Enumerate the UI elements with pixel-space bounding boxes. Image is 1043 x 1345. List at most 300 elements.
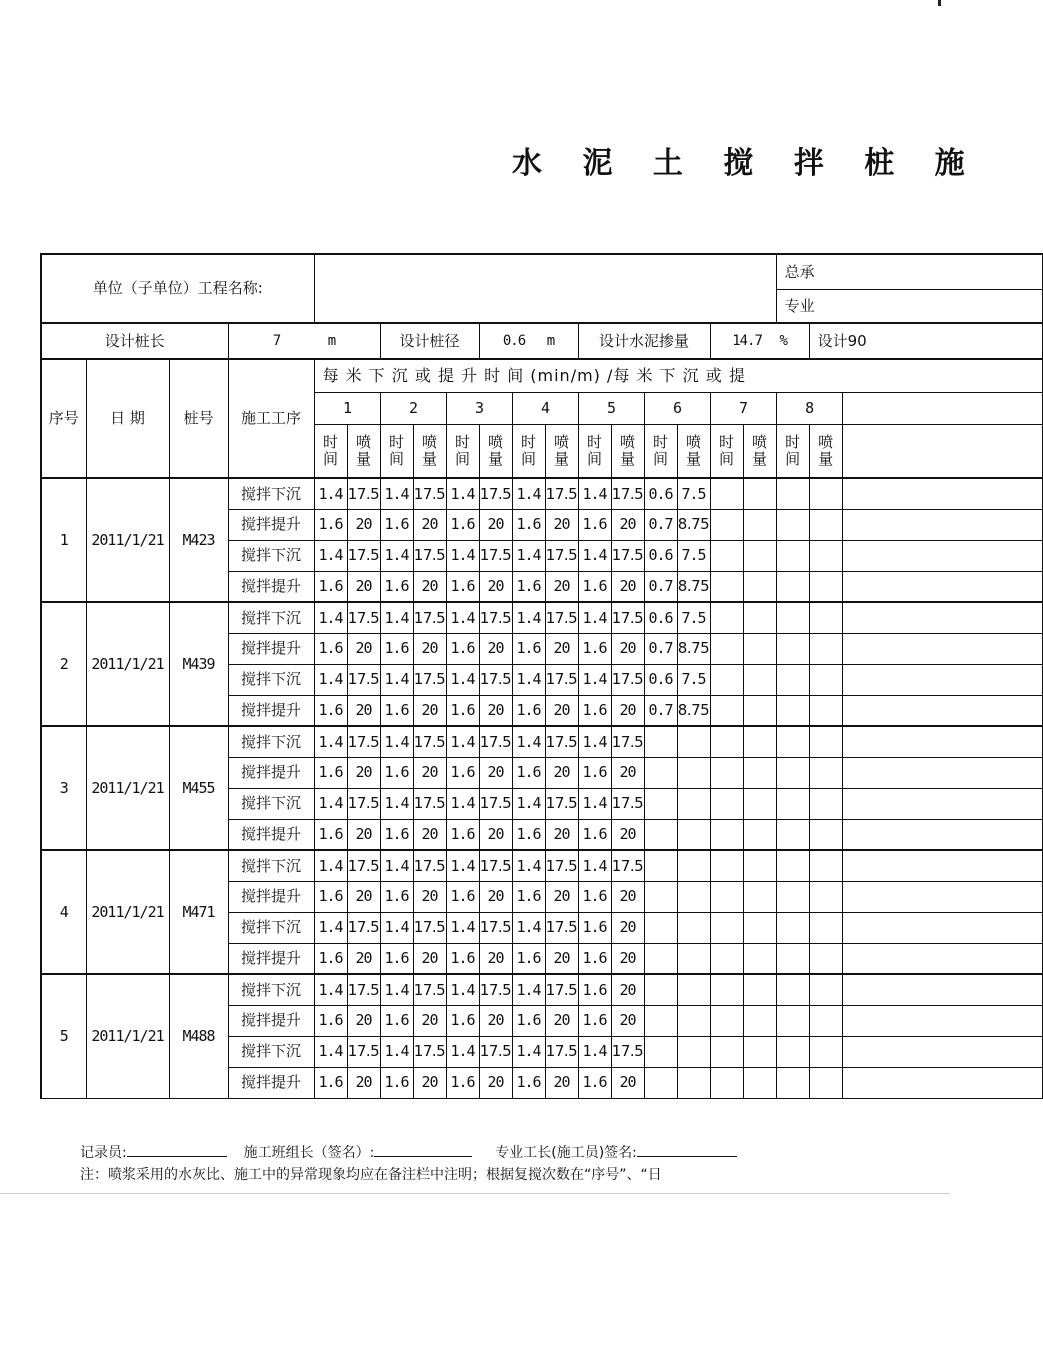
spray-amount-cell: 17.5 bbox=[545, 850, 578, 881]
process-cell: 搅拌下沉 bbox=[228, 664, 314, 695]
spray-amount-cell bbox=[743, 850, 776, 881]
spray-amount-cell: 17.5 bbox=[413, 602, 446, 633]
time-cell bbox=[776, 695, 809, 726]
time-subheader-top: 时 bbox=[586, 433, 602, 452]
col-pile-no: 桩号 bbox=[169, 359, 228, 478]
foreman-blank[interactable] bbox=[637, 1144, 737, 1157]
time-cell: 1.6 bbox=[314, 509, 347, 540]
row-extra-cell bbox=[842, 571, 1042, 602]
time-cell: 1.6 bbox=[446, 819, 479, 850]
time-cell bbox=[776, 850, 809, 881]
page-title: 水 泥 土 搅 拌 桩 施 bbox=[512, 146, 980, 181]
time-cell: 1.6 bbox=[512, 509, 545, 540]
spray-amount-cell: 17.5 bbox=[611, 850, 644, 881]
row-extra-cell bbox=[842, 726, 1042, 757]
pile-diameter-unit: m bbox=[546, 333, 555, 350]
time-cell bbox=[644, 912, 677, 943]
time-subheader-bottom: 间 bbox=[520, 449, 536, 468]
spray-amount-cell: 20 bbox=[545, 757, 578, 788]
time-cell: 1.6 bbox=[314, 633, 347, 664]
time-cell: 1.6 bbox=[512, 943, 545, 974]
time-cell bbox=[710, 788, 743, 819]
construction-record-sheet bbox=[40, 253, 867, 1106]
spray-subheader bbox=[545, 424, 578, 478]
spray-amount-cell: 20 bbox=[479, 757, 512, 788]
recorder-blank[interactable] bbox=[127, 1144, 227, 1157]
spray-amount-cell: 17.5 bbox=[545, 1036, 578, 1067]
time-cell bbox=[710, 1067, 743, 1098]
spray-amount-cell: 20 bbox=[347, 633, 380, 664]
process-cell: 搅拌提升 bbox=[228, 881, 314, 912]
cement-content-value: 14.7 bbox=[732, 333, 762, 350]
time-cell bbox=[710, 695, 743, 726]
time-cell bbox=[710, 633, 743, 664]
time-cell bbox=[710, 819, 743, 850]
time-subheader-bottom: 间 bbox=[454, 449, 470, 468]
time-cell bbox=[776, 602, 809, 633]
spray-amount-cell: 17.5 bbox=[347, 478, 380, 509]
spray-subheader bbox=[677, 424, 710, 478]
spray-amount-cell: 17.5 bbox=[413, 788, 446, 819]
spray-amount-cell: 17.5 bbox=[545, 726, 578, 757]
time-cell: 1.4 bbox=[380, 912, 413, 943]
time-cell: 1.4 bbox=[446, 726, 479, 757]
time-subheader-bottom: 间 bbox=[652, 449, 668, 468]
design-cement-content bbox=[710, 323, 809, 359]
process-cell: 搅拌提升 bbox=[228, 571, 314, 602]
table-row bbox=[41, 974, 1042, 1005]
spray-subheader bbox=[479, 424, 512, 478]
spray-amount-cell bbox=[743, 664, 776, 695]
row-extra-cell bbox=[842, 695, 1042, 726]
row-extra-cell bbox=[842, 819, 1042, 850]
spray-amount-cell: 20 bbox=[479, 509, 512, 540]
spray-amount-cell: 17.5 bbox=[545, 974, 578, 1005]
cement-content-unit: % bbox=[779, 333, 787, 350]
time-cell bbox=[710, 757, 743, 788]
per-meter-header: 每 米 下 沉 或 提 升 时 间 (min/m) /每 米 下 沉 或 提 bbox=[314, 359, 1042, 392]
time-cell: 1.4 bbox=[578, 664, 611, 695]
time-cell: 1.6 bbox=[578, 819, 611, 850]
spray-subheader-top: 喷 bbox=[487, 433, 503, 452]
spray-amount-cell bbox=[677, 1036, 710, 1067]
time-cell bbox=[776, 726, 809, 757]
seq-cell: 4 bbox=[41, 850, 86, 974]
time-cell bbox=[776, 509, 809, 540]
spray-amount-cell: 20 bbox=[545, 509, 578, 540]
process-cell: 搅拌提升 bbox=[228, 1005, 314, 1036]
spray-amount-cell bbox=[743, 943, 776, 974]
pile-diameter-value: 0.6 bbox=[502, 333, 526, 350]
date-cell: 2011/1/21 bbox=[86, 478, 169, 602]
pile-no-cell: M471 bbox=[169, 850, 228, 974]
time-cell: 1.6 bbox=[512, 1005, 545, 1036]
spray-amount-cell: 20 bbox=[347, 1005, 380, 1036]
spray-amount-cell: 20 bbox=[479, 819, 512, 850]
spray-amount-cell: 20 bbox=[545, 819, 578, 850]
spray-amount-cell bbox=[743, 1067, 776, 1098]
spray-amount-cell bbox=[743, 788, 776, 819]
time-subheader bbox=[314, 424, 347, 478]
spray-amount-cell: 17.5 bbox=[479, 912, 512, 943]
time-cell: 1.4 bbox=[512, 602, 545, 633]
spray-amount-cell: 7.5 bbox=[677, 540, 710, 571]
segment-header: 7 bbox=[710, 392, 776, 424]
time-subheader bbox=[512, 424, 545, 478]
spray-subheader-bottom: 量 bbox=[619, 449, 635, 468]
time-cell: 1.4 bbox=[314, 912, 347, 943]
spray-amount-cell bbox=[809, 478, 842, 509]
time-cell bbox=[776, 881, 809, 912]
time-cell bbox=[644, 1005, 677, 1036]
pile-no-cell: M423 bbox=[169, 478, 228, 602]
time-cell: 1.6 bbox=[446, 1067, 479, 1098]
spray-amount-cell: 17.5 bbox=[545, 664, 578, 695]
time-cell: 1.4 bbox=[446, 850, 479, 881]
time-cell: 1.6 bbox=[446, 881, 479, 912]
time-subheader bbox=[446, 424, 479, 478]
spray-amount-cell bbox=[809, 757, 842, 788]
spray-amount-cell: 20 bbox=[347, 509, 380, 540]
spray-amount-cell bbox=[743, 478, 776, 509]
spray-amount-cell: 17.5 bbox=[413, 540, 446, 571]
time-cell: 1.4 bbox=[446, 912, 479, 943]
spray-amount-cell: 7.5 bbox=[677, 664, 710, 695]
time-cell bbox=[710, 478, 743, 509]
spray-amount-cell bbox=[809, 974, 842, 1005]
time-cell: 1.4 bbox=[512, 912, 545, 943]
spray-amount-cell bbox=[743, 633, 776, 664]
time-cell: 1.4 bbox=[314, 850, 347, 881]
spray-amount-cell bbox=[677, 819, 710, 850]
spray-amount-cell: 20 bbox=[545, 571, 578, 602]
spray-amount-cell: 17.5 bbox=[479, 850, 512, 881]
time-cell: 0.6 bbox=[644, 664, 677, 695]
spray-amount-cell: 20 bbox=[545, 1067, 578, 1098]
segment-header: 2 bbox=[380, 392, 446, 424]
table-row bbox=[41, 602, 1042, 633]
spray-amount-cell: 20 bbox=[413, 1005, 446, 1036]
time-cell: 0.7 bbox=[644, 695, 677, 726]
spray-amount-cell: 8.75 bbox=[677, 695, 710, 726]
process-cell: 搅拌提升 bbox=[228, 1067, 314, 1098]
spray-amount-cell bbox=[809, 540, 842, 571]
seq-cell: 2 bbox=[41, 602, 86, 726]
time-cell bbox=[776, 819, 809, 850]
time-cell: 1.6 bbox=[578, 571, 611, 602]
spray-amount-cell: 20 bbox=[347, 757, 380, 788]
time-cell: 1.6 bbox=[446, 633, 479, 664]
time-cell bbox=[644, 974, 677, 1005]
time-cell: 1.6 bbox=[446, 1005, 479, 1036]
spray-amount-cell bbox=[677, 881, 710, 912]
segment-header: 4 bbox=[512, 392, 578, 424]
spray-amount-cell: 17.5 bbox=[479, 974, 512, 1005]
design-pile-diameter bbox=[479, 323, 578, 359]
time-cell bbox=[710, 912, 743, 943]
spray-amount-cell: 7.5 bbox=[677, 478, 710, 509]
spray-amount-cell: 17.5 bbox=[413, 974, 446, 1005]
spray-subheader-bottom: 量 bbox=[553, 449, 569, 468]
spray-amount-cell bbox=[809, 1005, 842, 1036]
pile-length-unit: m bbox=[327, 333, 336, 350]
time-cell: 1.4 bbox=[314, 540, 347, 571]
time-cell bbox=[710, 571, 743, 602]
date-cell: 2011/1/21 bbox=[86, 850, 169, 974]
time-cell bbox=[710, 664, 743, 695]
spray-amount-cell: 20 bbox=[413, 571, 446, 602]
spray-amount-cell: 20 bbox=[545, 695, 578, 726]
time-cell: 1.4 bbox=[512, 478, 545, 509]
process-cell: 搅拌提升 bbox=[228, 695, 314, 726]
spray-amount-cell: 20 bbox=[611, 757, 644, 788]
time-cell: 1.6 bbox=[380, 757, 413, 788]
spray-amount-cell: 20 bbox=[347, 571, 380, 602]
time-cell: 1.4 bbox=[578, 726, 611, 757]
spray-amount-cell: 17.5 bbox=[347, 664, 380, 695]
design-pile-length-label: 设计桩长 bbox=[41, 323, 228, 359]
time-cell bbox=[776, 1067, 809, 1098]
time-cell: 1.4 bbox=[578, 1036, 611, 1067]
spray-amount-cell: 20 bbox=[545, 943, 578, 974]
row-extra-cell bbox=[842, 881, 1042, 912]
row-extra-cell bbox=[842, 943, 1042, 974]
time-cell: 1.6 bbox=[314, 571, 347, 602]
time-subheader-bottom: 间 bbox=[586, 449, 602, 468]
spray-amount-cell: 20 bbox=[347, 695, 380, 726]
time-cell: 1.6 bbox=[512, 819, 545, 850]
time-subheader bbox=[380, 424, 413, 478]
spray-amount-cell: 20 bbox=[413, 1067, 446, 1098]
time-cell: 1.6 bbox=[578, 881, 611, 912]
spray-amount-cell bbox=[677, 788, 710, 819]
record-table bbox=[40, 253, 1043, 1099]
time-cell: 1.6 bbox=[578, 974, 611, 1005]
spray-amount-cell: 7.5 bbox=[677, 602, 710, 633]
time-subheader-bottom: 间 bbox=[718, 449, 734, 468]
spray-amount-cell: 17.5 bbox=[479, 1036, 512, 1067]
time-cell bbox=[776, 788, 809, 819]
process-cell: 搅拌提升 bbox=[228, 633, 314, 664]
time-cell: 1.6 bbox=[380, 1005, 413, 1036]
spray-amount-cell: 20 bbox=[413, 695, 446, 726]
process-cell: 搅拌提升 bbox=[228, 819, 314, 850]
spray-amount-cell: 17.5 bbox=[611, 788, 644, 819]
time-cell: 1.4 bbox=[380, 974, 413, 1005]
specialty-contractor-label: 专业 bbox=[776, 289, 1042, 323]
row-extra-cell bbox=[842, 509, 1042, 540]
spray-amount-cell bbox=[743, 602, 776, 633]
time-cell: 1.4 bbox=[512, 1036, 545, 1067]
time-subheader bbox=[644, 424, 677, 478]
spray-amount-cell: 17.5 bbox=[347, 726, 380, 757]
spray-amount-cell: 20 bbox=[413, 757, 446, 788]
spray-amount-cell bbox=[743, 571, 776, 602]
spray-amount-cell: 17.5 bbox=[347, 850, 380, 881]
time-subheader bbox=[578, 424, 611, 478]
spray-amount-cell: 17.5 bbox=[413, 664, 446, 695]
spray-amount-cell bbox=[809, 633, 842, 664]
time-subheader-top: 时 bbox=[388, 433, 404, 452]
spray-amount-cell: 17.5 bbox=[413, 726, 446, 757]
time-cell: 1.6 bbox=[380, 1067, 413, 1098]
spray-amount-cell bbox=[809, 695, 842, 726]
process-cell: 搅拌提升 bbox=[228, 509, 314, 540]
time-cell: 1.4 bbox=[512, 664, 545, 695]
general-contractor-label: 总承 bbox=[776, 254, 1042, 289]
row-extra-cell bbox=[842, 850, 1042, 881]
time-subheader-bottom: 间 bbox=[785, 449, 801, 468]
spray-amount-cell: 20 bbox=[347, 1067, 380, 1098]
spray-subheader-bottom: 量 bbox=[752, 449, 768, 468]
time-subheader-top: 时 bbox=[520, 433, 536, 452]
spray-subheader-top: 喷 bbox=[553, 433, 569, 452]
row-extra-cell bbox=[842, 912, 1042, 943]
spray-amount-cell: 17.5 bbox=[479, 602, 512, 633]
time-cell bbox=[710, 540, 743, 571]
spray-subheader-top: 喷 bbox=[619, 433, 635, 452]
time-cell bbox=[776, 571, 809, 602]
spray-amount-cell bbox=[743, 695, 776, 726]
time-cell: 1.4 bbox=[578, 478, 611, 509]
spray-amount-cell: 20 bbox=[347, 881, 380, 912]
process-cell: 搅拌下沉 bbox=[228, 726, 314, 757]
spray-amount-cell bbox=[743, 726, 776, 757]
time-cell: 1.4 bbox=[314, 974, 347, 1005]
time-cell: 1.4 bbox=[314, 478, 347, 509]
spray-amount-cell: 17.5 bbox=[611, 478, 644, 509]
time-cell: 1.6 bbox=[380, 881, 413, 912]
segment-header: 6 bbox=[644, 392, 710, 424]
spray-amount-cell: 20 bbox=[611, 695, 644, 726]
time-cell bbox=[644, 757, 677, 788]
time-cell: 1.4 bbox=[578, 850, 611, 881]
spray-amount-cell: 17.5 bbox=[479, 664, 512, 695]
time-cell: 1.6 bbox=[512, 633, 545, 664]
row-extra-cell bbox=[842, 478, 1042, 509]
process-cell: 搅拌下沉 bbox=[228, 974, 314, 1005]
pile-no-cell: M439 bbox=[169, 602, 228, 726]
pile-no-cell: M455 bbox=[169, 726, 228, 850]
spray-subheader bbox=[347, 424, 380, 478]
spray-amount-cell bbox=[677, 1067, 710, 1098]
spray-amount-cell: 20 bbox=[611, 1005, 644, 1036]
segment-header: 5 bbox=[578, 392, 644, 424]
seq-cell: 1 bbox=[41, 478, 86, 602]
process-cell: 搅拌下沉 bbox=[228, 1036, 314, 1067]
time-cell: 1.6 bbox=[314, 819, 347, 850]
spray-amount-cell: 20 bbox=[479, 881, 512, 912]
col-date: 日 期 bbox=[86, 359, 169, 478]
time-cell: 1.6 bbox=[578, 943, 611, 974]
seq-cell: 5 bbox=[41, 974, 86, 1098]
time-cell bbox=[776, 1005, 809, 1036]
time-cell: 1.6 bbox=[578, 509, 611, 540]
time-cell bbox=[710, 509, 743, 540]
spray-amount-cell: 20 bbox=[347, 819, 380, 850]
spray-subheader bbox=[611, 424, 644, 478]
design-pile-length bbox=[228, 323, 380, 359]
spray-amount-cell: 17.5 bbox=[611, 540, 644, 571]
time-cell bbox=[710, 1036, 743, 1067]
spray-amount-cell: 20 bbox=[479, 633, 512, 664]
spray-amount-cell: 17.5 bbox=[347, 788, 380, 819]
col-seq: 序号 bbox=[41, 359, 86, 478]
spray-amount-cell: 20 bbox=[545, 881, 578, 912]
table-row bbox=[41, 850, 1042, 881]
time-cell: 1.4 bbox=[512, 788, 545, 819]
spray-amount-cell bbox=[743, 1036, 776, 1067]
row-extra-cell bbox=[842, 1036, 1042, 1067]
time-cell: 1.6 bbox=[380, 943, 413, 974]
spray-amount-cell: 20 bbox=[347, 943, 380, 974]
spray-amount-cell bbox=[809, 664, 842, 695]
time-cell: 1.4 bbox=[446, 664, 479, 695]
time-cell: 1.6 bbox=[314, 757, 347, 788]
spray-amount-cell: 20 bbox=[545, 633, 578, 664]
process-cell: 搅拌下沉 bbox=[228, 540, 314, 571]
time-cell: 1.6 bbox=[578, 1005, 611, 1036]
signature-line bbox=[80, 1142, 737, 1162]
spray-subheader-top: 喷 bbox=[685, 433, 701, 452]
time-cell bbox=[644, 788, 677, 819]
spray-subheader bbox=[809, 424, 842, 478]
spray-amount-cell: 17.5 bbox=[479, 788, 512, 819]
spray-amount-cell: 20 bbox=[611, 509, 644, 540]
page-divider bbox=[0, 1193, 950, 1194]
design-pile-diameter-label: 设计桩径 bbox=[380, 323, 479, 359]
spray-subheader-top: 喷 bbox=[355, 433, 371, 452]
segment-header: 3 bbox=[446, 392, 512, 424]
time-cell: 1.4 bbox=[512, 974, 545, 1005]
design-cement-content-label: 设计水泥掺量 bbox=[578, 323, 710, 359]
time-cell: 1.6 bbox=[512, 695, 545, 726]
time-cell: 1.6 bbox=[314, 881, 347, 912]
time-cell: 1.6 bbox=[380, 819, 413, 850]
spray-amount-cell bbox=[809, 1067, 842, 1098]
spray-amount-cell: 8.75 bbox=[677, 571, 710, 602]
spray-amount-cell: 20 bbox=[479, 1067, 512, 1098]
pile-length-value: 7 bbox=[272, 333, 281, 350]
spray-amount-cell: 17.5 bbox=[347, 974, 380, 1005]
time-cell: 1.4 bbox=[380, 788, 413, 819]
time-cell: 1.4 bbox=[380, 1036, 413, 1067]
time-cell bbox=[776, 540, 809, 571]
time-cell bbox=[776, 1036, 809, 1067]
time-cell: 1.4 bbox=[446, 540, 479, 571]
spray-subheader-bottom: 量 bbox=[355, 449, 371, 468]
time-cell: 1.6 bbox=[380, 571, 413, 602]
process-cell: 搅拌下沉 bbox=[228, 850, 314, 881]
time-subheader-top: 时 bbox=[322, 433, 338, 452]
date-cell: 2011/1/21 bbox=[86, 974, 169, 1098]
spray-amount-cell: 20 bbox=[413, 881, 446, 912]
spray-amount-cell: 20 bbox=[545, 1005, 578, 1036]
row-extra-cell bbox=[842, 1067, 1042, 1098]
team-leader-blank[interactable] bbox=[374, 1144, 472, 1157]
spray-amount-cell: 20 bbox=[479, 1005, 512, 1036]
time-cell bbox=[644, 726, 677, 757]
date-cell: 2011/1/21 bbox=[86, 726, 169, 850]
time-cell: 1.4 bbox=[578, 540, 611, 571]
design-90-label: 设计90 bbox=[809, 323, 1042, 359]
time-cell bbox=[644, 881, 677, 912]
spray-amount-cell: 8.75 bbox=[677, 633, 710, 664]
spray-amount-cell bbox=[677, 726, 710, 757]
spray-amount-cell: 20 bbox=[611, 974, 644, 1005]
time-cell: 1.4 bbox=[314, 788, 347, 819]
time-cell bbox=[710, 1005, 743, 1036]
